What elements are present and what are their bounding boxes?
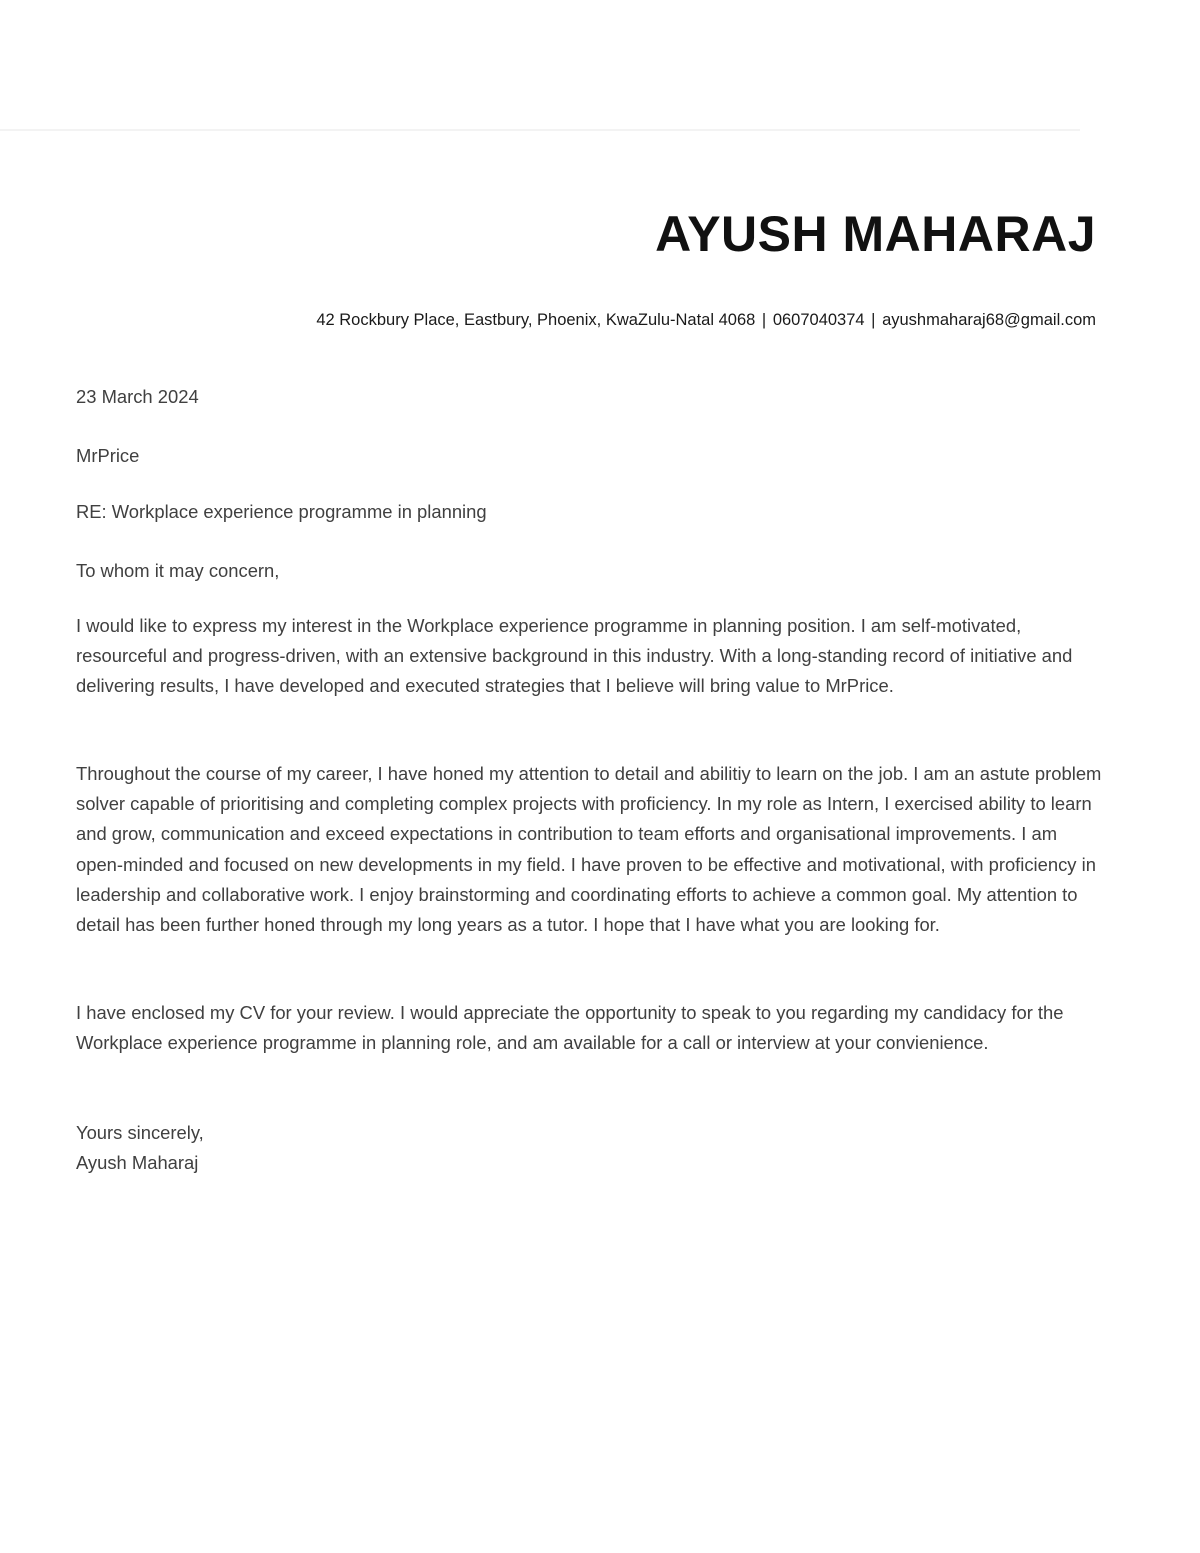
- contact-address: 42 Rockbury Place, Eastbury, Phoenix, KwaZulu-Natal 4068: [316, 311, 756, 329]
- letter-recipient: MrPrice: [76, 445, 140, 466]
- letter-paragraph-3: I have enclosed my CV for your review. I would appreciate the opportunity to speak to you regarding my candidacy for the Workplace experience programme in planning role, and am available for a call or interview at your convienience.: [76, 1002, 1064, 1054]
- applicant-name: AYUSH MAHARAJ: [655, 206, 1096, 262]
- letter-paragraph-1: I would like to express my interest in the Workplace experience programme in planning position. I am self-motivated, resourceful and progress-driven, with an extensive background in this industry. With a long-standing record of initiative and delivering results, I have developed and executed strategies that I believe will bring value to MrPrice.: [76, 615, 1073, 697]
- letter-subject: RE: Workplace experience programme in planning: [76, 501, 487, 522]
- contact-separator: |: [871, 311, 876, 329]
- letter-salutation: To whom it may concern,: [76, 560, 280, 581]
- contact-line: [316, 311, 1096, 330]
- letter-paragraph-2: Throughout the course of my career, I have honed my attention to detail and abilitiy to learn on the job. I am an astute problem solver capable of prioritising and completing complex projects with proficiency. In my role as Intern, I exercised ability to learn and grow, communication and exceed expectations in contribution to team efforts and organisational improvements. I am open-minded and focused on new developments in my field. I have proven to be effective and motivational, with proficiency in leadership and collaborative work. I enjoy brainstorming and coordinating efforts to achieve a common goal. My attention to detail has been further honed through my long years as a tutor. I hope that I have what you are looking for.: [76, 763, 1102, 936]
- contact-separator: |: [761, 311, 767, 329]
- letter-closing: Yours sincerely,: [76, 1122, 204, 1143]
- letter-date: 23 March 2024: [76, 386, 199, 407]
- contact-phone: 0607040374: [772, 311, 865, 329]
- top-divider: [0, 129, 1080, 131]
- contact-email: ayushmaharaj68@gmail.com: [882, 311, 1096, 329]
- letter-signature: Ayush Maharaj: [76, 1152, 199, 1173]
